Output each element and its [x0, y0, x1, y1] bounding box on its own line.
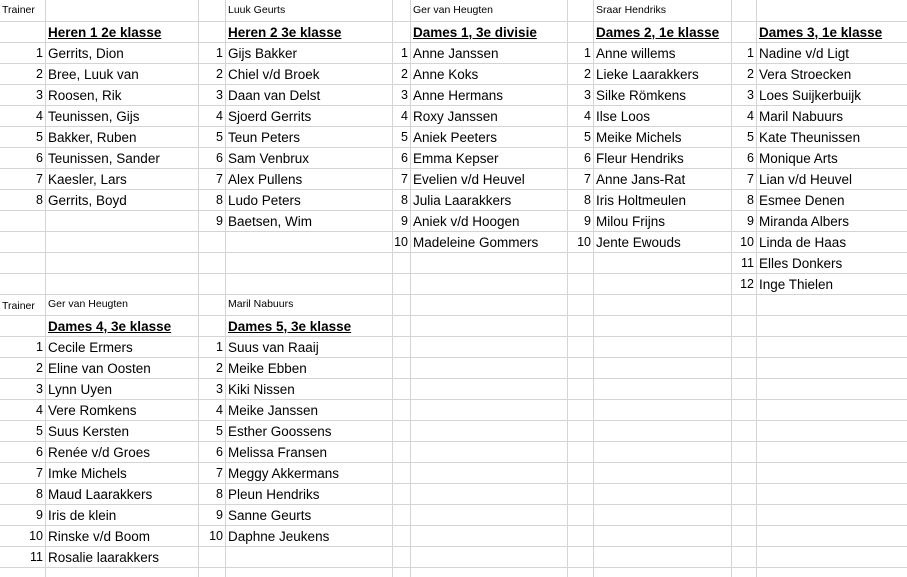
- player-name-cell[interactable]: Loes Suijkerbuijk: [759, 88, 862, 103]
- column-gridline: [45, 0, 46, 577]
- player-name-cell[interactable]: Madeleine Gommers: [413, 235, 539, 250]
- player-number-cell[interactable]: 10: [209, 529, 223, 543]
- player-number-cell[interactable]: 9: [747, 214, 754, 228]
- player-name-cell[interactable]: Sjoerd Gerrits: [228, 109, 312, 124]
- player-name-cell[interactable]: Rosalie laarakkers: [48, 550, 160, 565]
- player-name-cell[interactable]: Aniek Peeters: [413, 130, 498, 145]
- player-number-cell[interactable]: 1: [216, 46, 223, 60]
- player-number-cell[interactable]: 8: [36, 193, 43, 207]
- player-number-cell[interactable]: 7: [584, 172, 591, 186]
- player-number-cell[interactable]: 6: [216, 151, 223, 165]
- player-name-cell[interactable]: Maril Nabuurs: [759, 109, 844, 124]
- player-number-cell[interactable]: 2: [401, 67, 408, 81]
- trainer-name-cell[interactable]: Sraar Hendriks: [596, 4, 667, 16]
- player-name-cell[interactable]: Fleur Hendriks: [596, 151, 684, 166]
- player-name-cell[interactable]: Vere Romkens: [48, 403, 137, 418]
- column-gridline: [225, 0, 226, 577]
- player-number-cell[interactable]: 8: [216, 487, 223, 501]
- player-number-cell[interactable]: 10: [394, 235, 408, 249]
- player-number-cell[interactable]: 2: [36, 67, 43, 81]
- player-name-cell[interactable]: Baetsen, Wim: [228, 214, 313, 229]
- player-number-cell[interactable]: 5: [216, 130, 223, 144]
- player-number-cell[interactable]: 5: [216, 424, 223, 438]
- trainer-label-cell[interactable]: Trainer: [2, 300, 35, 312]
- player-number-cell[interactable]: 12: [740, 277, 754, 291]
- player-number-cell[interactable]: 11: [30, 550, 43, 564]
- player-name-cell[interactable]: Roxy Janssen: [413, 109, 498, 124]
- player-number-cell[interactable]: 1: [36, 340, 43, 354]
- player-name-cell[interactable]: Esmee Denen: [759, 193, 845, 208]
- player-number-cell[interactable]: 1: [747, 46, 754, 60]
- player-name-cell[interactable]: Eline van Oosten: [48, 361, 151, 376]
- player-name-cell[interactable]: Sam Venbrux: [228, 151, 310, 166]
- player-number-cell[interactable]: 9: [216, 214, 223, 228]
- player-name-cell[interactable]: Anne Koks: [413, 67, 479, 82]
- team-heading-cell[interactable]: Dames 3, 1e klasse: [759, 25, 883, 40]
- player-number-cell[interactable]: 6: [216, 445, 223, 459]
- player-number-cell[interactable]: 3: [36, 382, 43, 396]
- player-name-cell[interactable]: Julia Laarakkers: [413, 193, 512, 208]
- player-name-cell[interactable]: Anne Hermans: [413, 88, 504, 103]
- player-number-cell[interactable]: 8: [36, 487, 43, 501]
- player-name-cell[interactable]: Lian v/d Heuvel: [759, 172, 853, 187]
- player-number-cell[interactable]: 11: [741, 256, 754, 270]
- player-number-cell[interactable]: 3: [216, 88, 223, 102]
- player-name-cell[interactable]: Milou Frijns: [596, 214, 666, 229]
- team-heading-cell[interactable]: Dames 4, 3e klasse: [48, 319, 172, 334]
- trainer-name-cell[interactable]: Ger van Heugten: [48, 298, 128, 310]
- team-heading-cell[interactable]: Dames 5, 3e klasse: [228, 319, 352, 334]
- player-name-cell[interactable]: Rinske v/d Boom: [48, 529, 151, 544]
- player-name-cell[interactable]: Lynn Uyen: [48, 382, 113, 397]
- player-name-cell[interactable]: Linda de Haas: [759, 235, 847, 250]
- player-name-cell[interactable]: Anne willems: [596, 46, 676, 61]
- player-number-cell[interactable]: 3: [747, 88, 754, 102]
- trainer-name-cell[interactable]: Ger van Heugten: [413, 4, 493, 16]
- player-name-cell[interactable]: Suus van Raaij: [228, 340, 319, 355]
- player-name-cell[interactable]: Meggy Akkermans: [228, 466, 340, 481]
- player-number-cell[interactable]: 1: [36, 46, 43, 60]
- player-number-cell[interactable]: 1: [584, 46, 591, 60]
- player-number-cell[interactable]: 4: [401, 109, 408, 123]
- player-name-cell[interactable]: Miranda Albers: [759, 214, 850, 229]
- player-name-cell[interactable]: Teun Peters: [228, 130, 301, 145]
- player-number-cell[interactable]: 2: [216, 67, 223, 81]
- player-name-cell[interactable]: Iris de klein: [48, 508, 117, 523]
- player-number-cell[interactable]: 7: [401, 172, 408, 186]
- player-number-cell[interactable]: 9: [584, 214, 591, 228]
- player-number-cell[interactable]: 5: [584, 130, 591, 144]
- player-number-cell[interactable]: 6: [584, 151, 591, 165]
- column-gridline: [756, 0, 757, 577]
- player-name-cell[interactable]: Renée v/d Groes: [48, 445, 151, 460]
- player-name-cell[interactable]: Elles Donkers: [759, 256, 843, 271]
- player-number-cell[interactable]: 5: [747, 130, 754, 144]
- player-name-cell[interactable]: Meike Michels: [596, 130, 682, 145]
- player-number-cell[interactable]: 6: [401, 151, 408, 165]
- player-name-cell[interactable]: Anne Janssen: [413, 46, 499, 61]
- player-name-cell[interactable]: Teunissen, Sander: [48, 151, 160, 166]
- column-gridline: [410, 0, 411, 577]
- player-name-cell[interactable]: Alex Pullens: [228, 172, 303, 187]
- player-name-cell[interactable]: Daan van Delst: [228, 88, 321, 103]
- player-name-cell[interactable]: Melissa Fransen: [228, 445, 328, 460]
- team-heading-cell[interactable]: Dames 1, 3e divisie: [413, 25, 537, 40]
- player-number-cell[interactable]: 3: [36, 88, 43, 102]
- player-number-cell[interactable]: 7: [36, 172, 43, 186]
- player-name-cell[interactable]: Chiel v/d Broek: [228, 67, 320, 82]
- player-number-cell[interactable]: 1: [401, 46, 408, 60]
- player-name-cell[interactable]: Inge Thielen: [759, 277, 834, 292]
- player-number-cell[interactable]: 9: [401, 214, 408, 228]
- player-name-cell[interactable]: Kate Theunissen: [759, 130, 861, 145]
- player-number-cell[interactable]: 2: [216, 361, 223, 375]
- player-number-cell[interactable]: 4: [216, 109, 223, 123]
- player-name-cell[interactable]: Evelien v/d Heuvel: [413, 172, 525, 187]
- column-gridline: [593, 0, 594, 577]
- team-heading-cell[interactable]: Dames 2, 1e klasse: [596, 25, 720, 40]
- player-number-cell[interactable]: 2: [36, 361, 43, 375]
- player-name-cell[interactable]: Iris Holtmeulen: [596, 193, 687, 208]
- player-name-cell[interactable]: Imke Michels: [48, 466, 127, 481]
- player-number-cell[interactable]: 5: [36, 130, 43, 144]
- player-name-cell[interactable]: Sanne Geurts: [228, 508, 312, 523]
- player-number-cell[interactable]: 6: [747, 151, 754, 165]
- player-name-cell[interactable]: Emma Kepser: [413, 151, 499, 166]
- player-name-cell[interactable]: Gerrits, Dion: [48, 46, 124, 61]
- player-name-cell[interactable]: Esther Goossens: [228, 424, 332, 439]
- player-name-cell[interactable]: Daphne Jeukens: [228, 529, 330, 544]
- player-name-cell[interactable]: Anne Jans-Rat: [596, 172, 686, 187]
- player-number-cell[interactable]: 8: [401, 193, 408, 207]
- player-number-cell[interactable]: 7: [36, 466, 43, 480]
- player-name-cell[interactable]: Cecile Ermers: [48, 340, 133, 355]
- player-name-cell[interactable]: Vera Stroecken: [759, 67, 852, 82]
- player-number-cell[interactable]: 4: [747, 109, 754, 123]
- player-name-cell[interactable]: Monique Arts: [759, 151, 838, 166]
- player-number-cell[interactable]: 3: [401, 88, 408, 102]
- player-number-cell[interactable]: 7: [216, 172, 223, 186]
- player-name-cell[interactable]: Teunissen, Gijs: [48, 109, 140, 124]
- trainer-name-cell[interactable]: Luuk Geurts: [228, 4, 286, 16]
- player-number-cell[interactable]: 2: [747, 67, 754, 81]
- player-name-cell[interactable]: Meike Ebben: [228, 361, 307, 376]
- player-number-cell[interactable]: 9: [36, 508, 43, 522]
- player-number-cell[interactable]: 8: [747, 193, 754, 207]
- player-number-cell[interactable]: 8: [584, 193, 591, 207]
- player-name-cell[interactable]: Pleun Hendriks: [228, 487, 320, 502]
- player-number-cell[interactable]: 8: [216, 193, 223, 207]
- player-name-cell[interactable]: Silke Römkens: [596, 88, 687, 103]
- player-name-cell[interactable]: Ilse Loos: [596, 109, 651, 124]
- team-heading-cell[interactable]: Heren 1 2e klasse: [48, 25, 162, 40]
- player-name-cell[interactable]: Jente Ewouds: [596, 235, 681, 250]
- player-number-cell[interactable]: 3: [584, 88, 591, 102]
- player-number-cell[interactable]: 5: [36, 424, 43, 438]
- player-number-cell[interactable]: 7: [747, 172, 754, 186]
- player-number-cell[interactable]: 9: [216, 508, 223, 522]
- player-number-cell[interactable]: 4: [216, 403, 223, 417]
- player-name-cell[interactable]: Gerrits, Boyd: [48, 193, 127, 208]
- player-number-cell[interactable]: 5: [401, 130, 408, 144]
- player-number-cell[interactable]: 6: [36, 445, 43, 459]
- player-name-cell[interactable]: Maud Laarakkers: [48, 487, 153, 502]
- player-name-cell[interactable]: Kiki Nissen: [228, 382, 295, 397]
- team-heading-cell[interactable]: Heren 2 3e klasse: [228, 25, 342, 40]
- player-name-cell[interactable]: Bree, Luuk van: [48, 67, 139, 82]
- player-number-cell[interactable]: 7: [216, 466, 223, 480]
- player-name-cell[interactable]: Kaesler, Lars: [48, 172, 127, 187]
- player-name-cell[interactable]: Roosen, Rik: [48, 88, 122, 103]
- player-number-cell[interactable]: 3: [216, 382, 223, 396]
- player-number-cell[interactable]: 4: [36, 403, 43, 417]
- player-number-cell[interactable]: 2: [584, 67, 591, 81]
- player-name-cell[interactable]: Meike Janssen: [228, 403, 319, 418]
- player-name-cell[interactable]: Bakker, Ruben: [48, 130, 137, 145]
- player-number-cell[interactable]: 1: [216, 340, 223, 354]
- player-name-cell[interactable]: Nadine v/d Ligt: [759, 46, 850, 61]
- player-name-cell[interactable]: Aniek v/d Hoogen: [413, 214, 520, 229]
- player-name-cell[interactable]: Ludo Peters: [228, 193, 301, 208]
- player-number-cell[interactable]: 6: [36, 151, 43, 165]
- player-name-cell[interactable]: Suus Kersten: [48, 424, 130, 439]
- player-number-cell[interactable]: 4: [584, 109, 591, 123]
- player-number-cell[interactable]: 10: [577, 235, 591, 249]
- player-number-cell[interactable]: 10: [740, 235, 754, 249]
- player-number-cell[interactable]: 4: [36, 109, 43, 123]
- player-number-cell[interactable]: 10: [29, 529, 43, 543]
- player-name-cell[interactable]: Lieke Laarakkers: [596, 67, 699, 82]
- trainer-label-cell[interactable]: Trainer: [2, 4, 35, 16]
- trainer-name-cell[interactable]: Maril Nabuurs: [228, 298, 294, 310]
- player-name-cell[interactable]: Gijs Bakker: [228, 46, 298, 61]
